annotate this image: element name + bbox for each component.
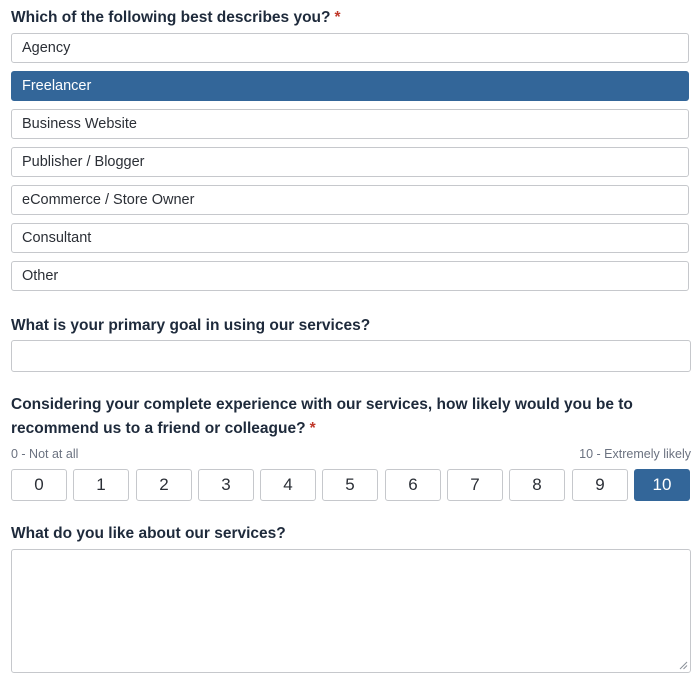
resize-handle-icon[interactable]	[678, 660, 688, 670]
nps-option-9[interactable]: 9	[572, 469, 628, 501]
question-describes-you-label	[11, 6, 341, 30]
scale-min-hint: 0 - Not at all	[11, 447, 79, 461]
question-primary-goal-label: What is your primary goal in using our services?	[11, 317, 371, 334]
nps-option-1[interactable]: 1	[73, 469, 129, 501]
nps-option-5[interactable]: 5	[322, 469, 378, 501]
question-text-line2: recommend us to a friend or colleague?	[11, 420, 306, 437]
nps-option-8[interactable]: 8	[509, 469, 565, 501]
question-like-about-label: What do you like about our services?	[11, 525, 286, 542]
question-text: Which of the following best describes you?	[11, 9, 331, 26]
nps-option-3[interactable]: 3	[198, 469, 254, 501]
option-agency[interactable]: Agency	[11, 33, 689, 63]
like-about-textarea[interactable]	[11, 549, 691, 673]
option-publisher-blogger[interactable]: Publisher / Blogger	[11, 147, 689, 177]
nps-option-10[interactable]: 10	[634, 469, 690, 501]
option-business-website[interactable]: Business Website	[11, 109, 689, 139]
required-asterisk: *	[334, 9, 341, 26]
primary-goal-input[interactable]	[11, 340, 691, 372]
option-ecommerce-store-owner[interactable]: eCommerce / Store Owner	[11, 185, 689, 215]
nps-option-4[interactable]: 4	[260, 469, 316, 501]
nps-option-6[interactable]: 6	[385, 469, 441, 501]
option-consultant[interactable]: Consultant	[11, 223, 689, 253]
scale-max-hint: 10 - Extremely likely	[579, 447, 691, 461]
required-asterisk: *	[309, 420, 316, 437]
nps-option-7[interactable]: 7	[447, 469, 503, 501]
question-recommend-label	[11, 393, 633, 441]
option-freelancer[interactable]: Freelancer	[11, 71, 689, 101]
nps-option-0[interactable]: 0	[11, 469, 67, 501]
question-text-line1: Considering your complete experience with our services, how likely would you be to	[11, 396, 633, 413]
nps-option-2[interactable]: 2	[136, 469, 192, 501]
option-other[interactable]: Other	[11, 261, 689, 291]
